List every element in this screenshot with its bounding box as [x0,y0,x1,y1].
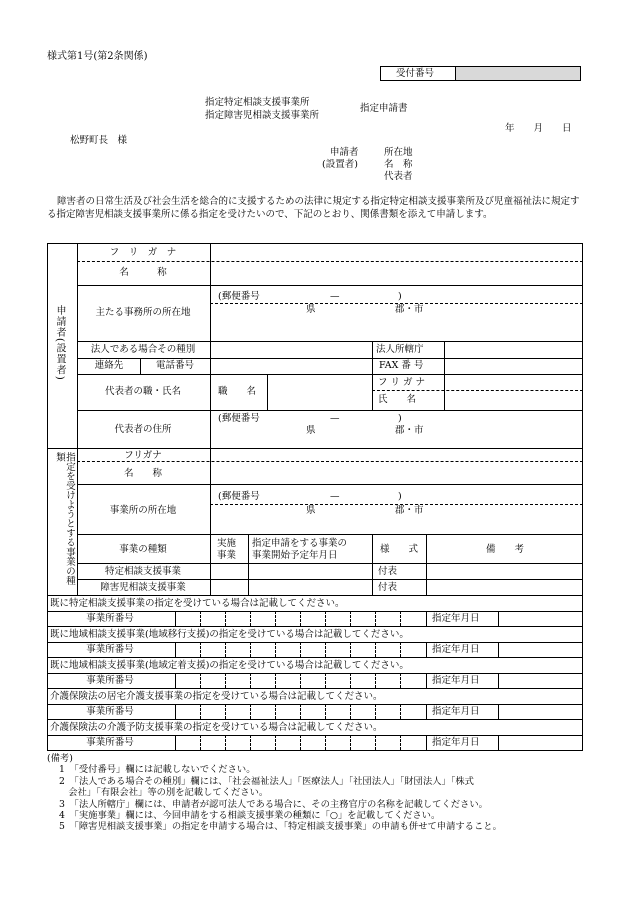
receipt-number-field[interactable] [456,67,580,80]
rep-postal-dash: — [330,413,340,424]
form-title-line2: 指定障害児相談支援事業所 [205,110,320,121]
applicant-section-label: 申請者(設置者) [54,305,65,381]
office-city-label: 郡・市 [395,505,424,516]
prior-office-no-label-3: 事業所番号 [86,675,134,686]
style-header: 様 式 [379,544,419,555]
implemented-header-1: 実施 [217,538,237,549]
rep-postal-label: (郵便番号 [218,413,260,424]
note-2a: 2 「法人である場合その種別」欄には、「社会福祉法人」「医療法人」「社団法人」「財団法人」「株式 [59,775,474,787]
start-date-header-1: 指定申請をする事業の [252,538,348,549]
office-address-row-label: 事業所の所在地 [109,505,177,516]
prior-date-label-3: 指定年月日 [432,675,480,686]
office-name-label: 名 称 [123,468,163,479]
prior-question-1: 既に特定相談支援事業の指定を受けている場合は記載してください。 [50,598,345,609]
office-furigana-label: フリガナ [124,450,162,461]
applicant-name-row-label: 名 称 [119,267,167,278]
notes-section [47,753,592,833]
applicant-furigana-label: フ リ ガ ナ [109,247,177,258]
prior-question-5: 介護保険法の介護予防支援事業の指定を受けている場合は記載してください。 [50,722,383,733]
notes-title: (備考) [47,753,73,764]
note-1: 1 「受付番号」欄には記載しないでください。 [59,764,256,776]
applicant-rep-label: 代表者 [384,171,413,182]
rep-city-label: 郡・市 [395,425,424,436]
rep-address-label: 代表者の住所 [114,424,172,435]
prior-question-4: 介護保険法の居宅介護支援事業の指定を受けている場合は記載してください。 [50,691,383,702]
start-date-header-2: 事業開始予定年月日 [252,550,338,561]
attach-1: 付表 [378,566,398,577]
tel-label: 電話番号 [155,360,195,371]
office-postal-dash: — [330,491,340,502]
form-number: 様式第1号(第2条関係) [47,51,148,62]
prior-question-2: 既に地域相談支援事業(地域移行支援)の指定を受けている場合は記載してください。 [50,629,409,640]
prior-office-no-label-4: 事業所番号 [86,706,134,717]
applicant-postal-dash: — [330,291,340,302]
rep-furigana-label: フ リ ガ ナ [378,377,426,388]
implemented-header-2: 事業 [217,550,237,561]
applicant-sub-label: (設置者) [322,159,358,170]
office-postal-label: (郵便番号 [218,491,260,502]
corp-office-label: 法人所轄庁 [376,344,424,355]
note-5: 5 「障害児相談支援事業」の指定を申請する場合は、「特定相談支援事業」の申請も併せて申請すること。 [59,821,502,833]
applicant-pref-label: 県 [306,304,316,315]
note-4: 4 「実施事業」欄には、今回申請をする相談支援事業の種類に「○」を記載してください。 [59,810,441,822]
rep-name-label: 氏 名 [378,394,417,405]
rep-postal-close: ) [398,413,402,424]
form-title-suffix: 指定申請書 [360,103,408,114]
prior-office-no-label-2: 事業所番号 [86,644,134,655]
prior-date-label-4: 指定年月日 [432,706,480,717]
receipt-number-label: 受付番号 [396,68,435,79]
prior-office-no-label-5: 事業所番号 [86,737,134,748]
prior-question-3: 既に地域相談支援事業(地域定着支援)の指定を受けている場合は記載してください。 [50,660,409,671]
applicant-label: 申請者 [330,147,359,158]
prior-date-label-2: 指定年月日 [432,644,480,655]
rep-post-label: 職 名 [218,386,257,397]
contact-label: 連絡先 [94,360,124,371]
addressee: 松野町長 様 [70,135,128,146]
applicant-name-label: 名 称 [384,159,413,170]
note-2b: 会社」「有限会社」等の別を記載してください。 [59,787,269,799]
office-postal-close: ) [398,491,402,502]
applicant-postal-label: (郵便番号 [218,291,260,302]
prior-date-label-1: 指定年月日 [432,613,480,624]
applicant-city-label: 郡・市 [395,304,424,315]
service-child-consult: 障害児相談支援事業 [100,582,186,593]
intro-paragraph: 障害者の日常生活及び社会生活を総合的に支援するための法律に規定する指定特定相談支援事業所及び児童福祉法に規定する指定障害児相談支援事業所に係る指定を受けたいので、下記のとおり、関係書類を添えて申請します。 [47,196,580,220]
note-3: 3 「法人所轄庁」欄には、申請者が認可法人である場合に、その主務官庁の名称を記載してください。 [59,798,488,810]
attach-2: 付表 [378,582,398,593]
service-kind-header: 事業の種類 [119,544,167,555]
office-address-label: 主たる事務所の所在地 [95,307,191,318]
corp-type-label: 法人である場合その種別 [90,344,196,355]
fax-label: FAX 番 号 [379,360,424,371]
rep-pref-label: 県 [306,425,316,436]
office-section-label: 指定を受けようとする事業の種類 [53,452,75,585]
remarks-header: 備 考 [485,544,525,555]
service-specific-consult: 特定相談支援事業 [104,566,182,577]
applicant-address-label: 所在地 [384,147,413,158]
applicant-postal-close: ) [398,291,402,302]
rep-title-label: 代表者の職・氏名 [104,386,182,397]
prior-date-label-5: 指定年月日 [432,737,480,748]
prior-office-no-label-1: 事業所番号 [86,613,134,624]
office-pref-label: 県 [306,505,316,516]
application-date: 年 月 日 [505,123,572,134]
form-title-line1: 指定特定相談支援事業所 [205,97,310,108]
